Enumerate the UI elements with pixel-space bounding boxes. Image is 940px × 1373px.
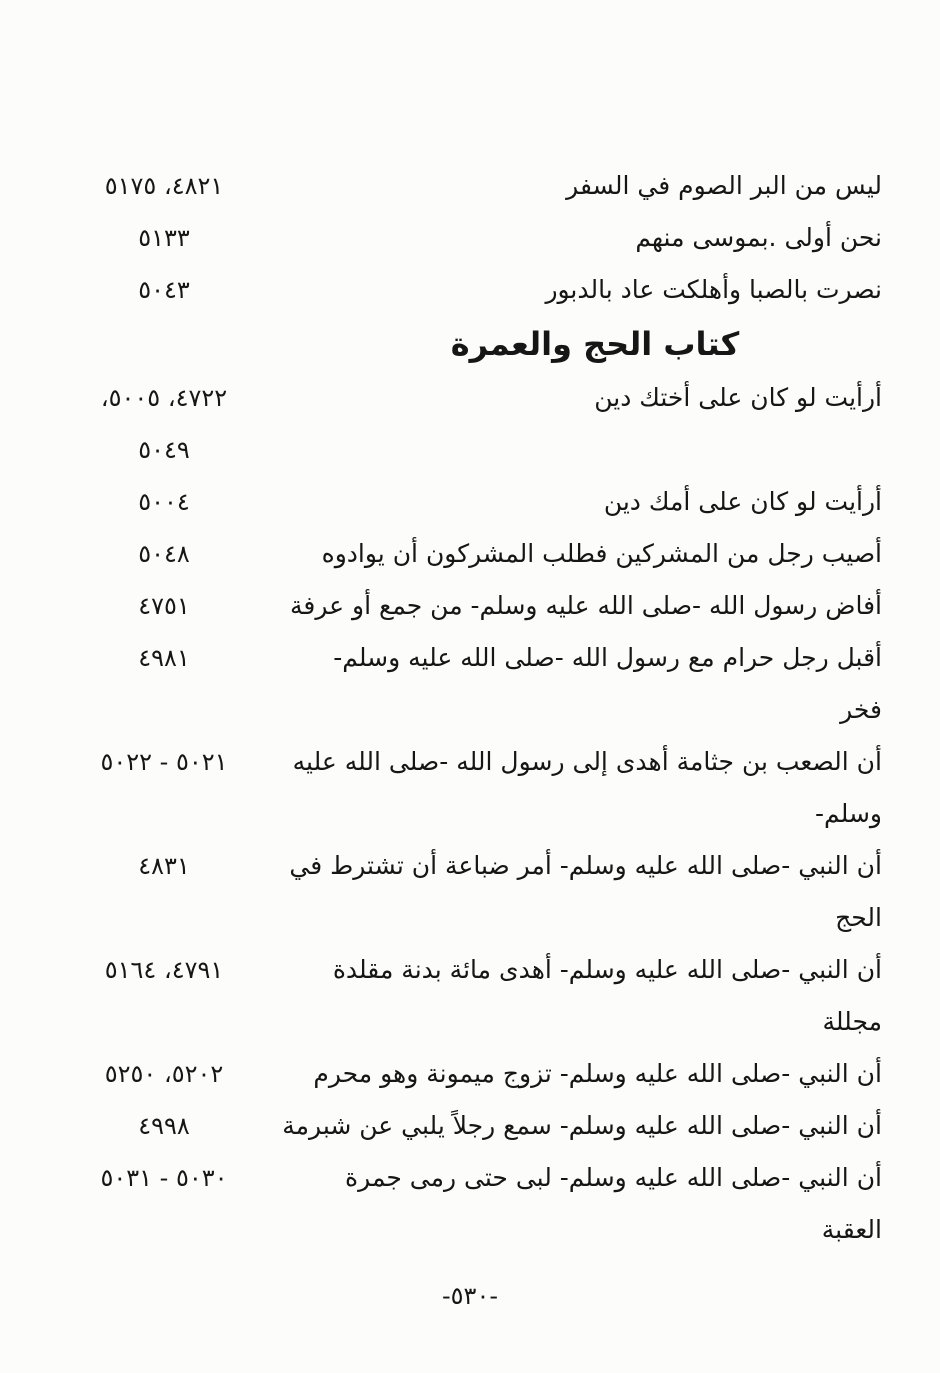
entry-text: الحج [835, 903, 882, 932]
entry-text: أقبل رجل حرام مع رسول الله -صلى الله عليه وسلم- [333, 643, 882, 672]
entry-row [58, 892, 882, 944]
entry-numbers: ٤٧٩١، ٥١٦٤ [104, 956, 224, 984]
entry-numbers: ٤٩٩٨ [138, 1112, 190, 1140]
entry-row [58, 840, 882, 892]
entry-row [58, 476, 882, 528]
entry-numbers: ٤٨٣١ [138, 852, 190, 880]
entry-text: أن النبي -صلى الله عليه وسلم- أمر ضباعة أن تشترط في [289, 851, 882, 880]
entry-numbers: ٤٩٨١ [138, 644, 190, 672]
entry-text: أن النبي -صلى الله عليه وسلم- أهدى مائة بدنة مقلدة [332, 955, 882, 984]
entry-text: ليس من البر الصوم في السفر [566, 171, 882, 200]
entry-text: نحن أولى .بموسى منهم [635, 223, 882, 252]
entry-row [58, 944, 882, 996]
entry-text: مجللة [822, 1007, 882, 1036]
entry-text: أن النبي -صلى الله عليه وسلم- سمع رجلاً يلبي عن شبرمة [282, 1111, 882, 1140]
entry-row [58, 1152, 882, 1204]
entry-row [58, 372, 882, 424]
entry-row [58, 684, 882, 736]
entry-row [58, 264, 882, 316]
entry-numbers: ٥٠٤٣ [138, 276, 190, 304]
entry-numbers: ٥٠٢١ - ٥٠٢٢ [100, 748, 228, 776]
entry-text: نصرت بالصبا وأهلكت عاد بالدبور [545, 275, 882, 304]
entry-text: أن النبي -صلى الله عليه وسلم- لبى حتى رمى جمرة [345, 1163, 882, 1192]
entry-row [58, 788, 882, 840]
entry-text: العقبة [821, 1215, 882, 1244]
entry-numbers: ٥٢٠٢، ٥٢٥٠ [104, 1060, 224, 1088]
entry-numbers: ٥٠٤٩ [138, 436, 190, 464]
entry-row [58, 996, 882, 1048]
page-number: -٥٣٠- [441, 1282, 498, 1310]
entry-text: أن النبي -صلى الله عليه وسلم- تزوج ميمونة وهو محرم [313, 1059, 882, 1088]
entry-numbers: ٥٠٣٠ - ٥٠٣١ [100, 1164, 228, 1192]
entry-row [58, 160, 882, 212]
entry-text: أفاض رسول الله -صلى الله عليه وسلم- من جمع أو عرفة [290, 591, 882, 620]
entry-row [58, 580, 882, 632]
entry-row [58, 632, 882, 684]
entry-row [58, 424, 882, 476]
entry-text: أرأيت لو كان على أختك دين [594, 383, 882, 412]
entry-numbers: ٥١٣٣ [138, 224, 190, 252]
entry-text: أن الصعب بن جثامة أهدى إلى رسول الله -صلى الله عليه [292, 747, 882, 776]
section-heading: كتاب الحج والعمرة [450, 325, 740, 363]
entry-numbers: ٤٧٥١ [138, 592, 190, 620]
entry-row [58, 736, 882, 788]
entry-text: وسلم- [815, 799, 882, 828]
entry-numbers: ٥٠٤٨ [138, 540, 190, 568]
entry-numbers: ٤٨٢١، ٥١٧٥ [104, 172, 224, 200]
entry-row [58, 1048, 882, 1100]
entry-row [58, 528, 882, 580]
entry-row [58, 1204, 882, 1256]
entry-text: فخر [840, 695, 882, 724]
entry-row [58, 1100, 882, 1152]
entry-numbers: ٥٠٠٤ [138, 488, 190, 516]
entry-text: أصيب رجل من المشركين فطلب المشركون أن يوادوه [321, 539, 882, 568]
entry-row [58, 212, 882, 264]
entry-numbers: ٤٧٢٢، ٥٠٠٥، [100, 384, 228, 412]
entry-text: أرأيت لو كان على أمك دين [603, 487, 882, 516]
